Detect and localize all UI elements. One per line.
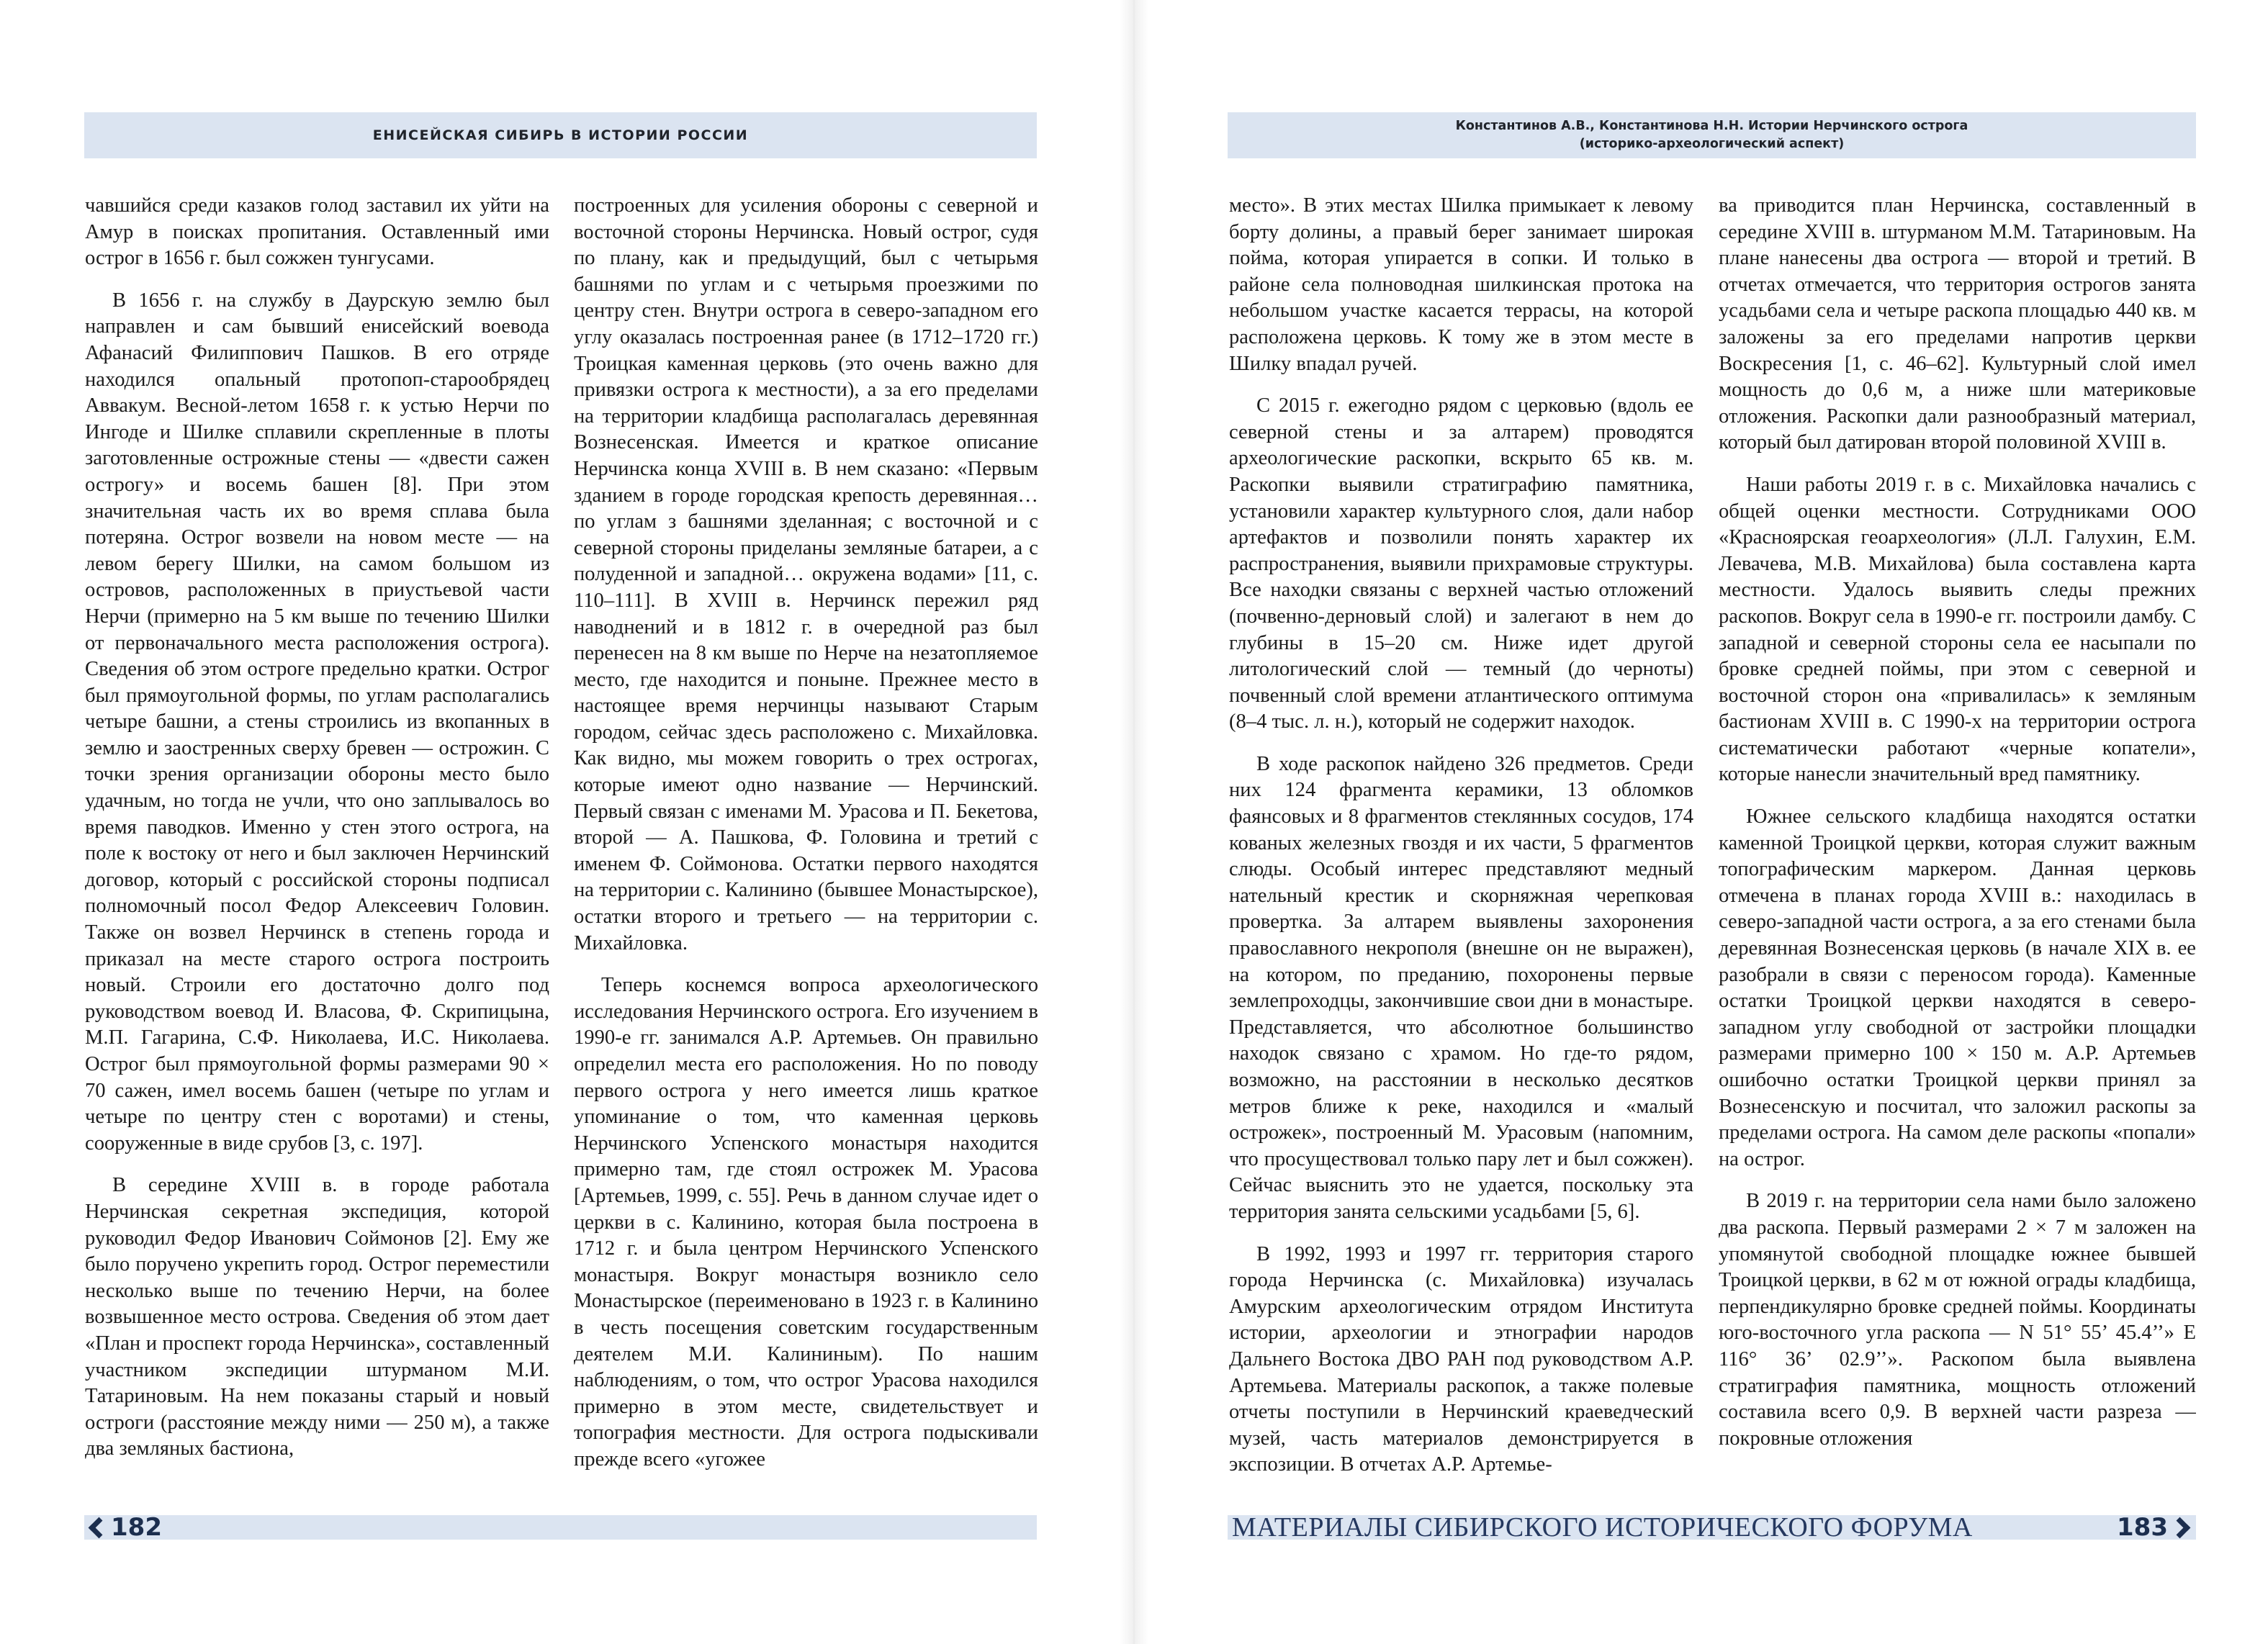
paragraph: место». В этих местах Шилка примыкает к левому борту долины, а правый берег занимает широкая пойма, которая упирается в сопки. И только в районе села полноводная шилкинская протока на небольшом участке касается террасы, на которой расположена церковь. К тому же в этом месте в Шилку впадал ручей. [1229, 194, 1693, 375]
running-header-right [1228, 112, 2196, 158]
page-number-text: 182 [111, 1513, 162, 1542]
page-number-text: 183 [2117, 1513, 2168, 1542]
header-authors-title: Константинов А.В., Константинова Н.Н. Истории Нерчинского острога [1455, 119, 1968, 133]
paragraph: В ходе раскопок найдено 326 предметов. Среди них 124 фрагмента керамики, 13 обломков фаянсовых и 8 фрагментов стеклянных сосудов, 174 кованых железных гвоздя и их части, 5 фрагментов слюды. Особый интерес представляют медный нательный крестик и скорняжная черепковая провертка. За алтарем выявлены захоронения православного некрополя (внешне он не выражен), на котором, по преданию, похоронены первые землепроходцы, закончившие свои дни в монастыре. Представляется, что абсолютное большинство находок связано с храмом. Но где-то рядом, возможно, на расстоянии в несколько десятков метров ближе к реке, находился и «малый острожек», построенный М. Урасовым (напомним, что просуществовал только пару лет и был сожжен). Сейчас выяснить это не удается, поскольку эта территория занята сельскими усадьбами [5, 6]. [1229, 752, 1693, 1223]
chevron-right-icon [2169, 1517, 2191, 1538]
page-number-right [2117, 1513, 2196, 1542]
chevron-left-icon [89, 1517, 110, 1538]
right-page [1134, 0, 2268, 1644]
paragraph: В 2019 г. на территории села нами было заложено два раскопа. Первый размерами 2 × 7 м заложен на упомянутой свободной площадке южнее бывшей Троицкой церкви, в 62 м от южной ограды кладбища, перпендикулярно бровке средней поймы. Координаты юго-восточного угла раскопа — N 51° 55’ 45.4’’» E 116° 36’ 02.9’’». Раскопом была выявлена стратиграфия памятника, мощность отложений составила всего 0,9. В верхней части разреза — покровные отложения [1719, 1190, 2196, 1450]
paragraph: ва приводится план Нерчинска, составленный в середине XVIII в. штурманом М.М. Татариновым. На плане нанесены два острога — второй и третий. В отчетах отмечается, что территория острогов занята усадьбами села и четыре раскопа площадью 440 кв. м заложены за его пределами напротив церкви Воскресения [1, с. 46–62]. Культурный слой имел мощность до 0,6 м, а ниже шли материковые отложения. Раскопки дали разнообразный материал, который был датирован второй половиной XVIII в. [1719, 194, 2196, 454]
paragraph: построенных для усиления обороны с северной и восточной стороны Нерчинска. Новый острог, судя по плану, как и предыдущий, был с четырьмя башнями по углам и с четырьмя проезжими по центру стен. Внутри острога в северо-западном его углу оказалась построенная ранее (в 1712–1720 гг.) Троицкая каменная церковь (это очень важно для привязки острога к местности), а за его пределами на территории кладбища располагалась деревянная Вознесенская. Имеется и краткое описание Нерчинска конца XVIII в. В нем сказано: «Первым зданием в городе городская крепость деревянная… по углам з башнями зделанная; с восточной и с северной стороны приделаны земляные батареи, а с полуденной и западной… окружена водами» [11, с. 110–111]. В XVIII в. Нерчинск пережил ряд наводнений и в 1812 г. в очередной раз был перенесен на 8 км выше по Нерче на незатопляемое место, где находится и поныне. Прежнее место в настоящее время нерчинцы называют Старым городом, сейчас здесь расположено с. Михайловка. Как видно, мы можем говорить о трех острогах, которые имеют одно название — Нерчинский. Первый связан с именами М. Урасова и П. Бекетова, второй — А. Пашкова, Ф. Головина и третий с именем Ф. Соймонова. Остатки первого находятся на территории с. Калинино (бывшее Монастырское), остатки второго и третьего — на территории с. Михайловка. [574, 194, 1038, 954]
page-number-left [84, 1513, 162, 1542]
running-header-left [84, 112, 1037, 158]
journal-title: МАТЕРИАЛЫ СИБИРСКОГО ИСТОРИЧЕСКОГО ФОРУМА [1232, 1512, 1973, 1543]
paragraph: Южнее сельского кладбища находятся остатки каменной Троицкой церкви, которая служит важным топографическим маркером. Данная церковь отмечена в планах города XVIII в.: находилась в северо-западной части острога, а за его стенами была деревянная Вознесенская церковь (в начале XIX в. ее разобрали в связи с переносом города). Каменные остатки Троицкой церкви находятся в северо-западном углу свободной от застройки площадки размерами примерно 100 × 150 м. А.Р. Артемьев ошибочно остатки Троицкой церкви принял за Вознесенскую и посчитал, что заложил раскопы за пределами острога. На самом деле раскопы «попали» на острог. [1719, 805, 2196, 1170]
paragraph: В 1656 г. на службу в Даурскую землю был направлен и сам бывший енисейский воевода Афанасий Филиппович Пашков. В его отряде находился опальный протопоп-старообрядец Аввакум. Весной-летом 1658 г. к устью Нерчи по Ингоде и Шилке сплавили скрепленные в плоты заготовленные острожные стены — «двести сажен острогу» и восемь башен [8]. При этом значительная часть их во время сплава была потеряна. Острог возвели на новом месте — на левом берегу Шилки, на самом большом из островов, расположенных в приустьевой части Нерчи (примерно на 5 км выше по течению Шилки от первоначального места расположения острога). Сведения об этом остроге предельно кратки. Острог был прямоугольной формы, по углам располагались четыре башни, а стены строились из вкопанных в землю и заостренных сверху бревен — острожин. С точки зрения организации обороны место было удачным, но тогда не учли, что оно заплывалось во время паводков. Именно у стен этого острога, на поле к востоку от него и был заключен Нерчинский договор, который с российской стороны подписал полномочный посол Федор Алексеевич Головин. Также он возвел Нерчинск в степень города и приказал на месте старого острога построить новый. Строили его достаточно долго под руководством воевод И. Власова, Ф. Скрипицына, М.П. Гагарина, С.Ф. Николаева, И.С. Николаева. Острог был прямоугольной формы размерами 90 × 70 сажен, имел восемь башен (четыре по углам и четыре по центру стен с воротами) и стены, сооруженные в виде срубов [3, с. 197]. [85, 289, 549, 1155]
left-column-2 [574, 193, 1038, 1489]
paragraph: чавшийся среди казаков голод заставил их уйти на Амур в поисках пропитания. Оставленный ими острог в 1656 г. был сожжен тунгусами. [85, 194, 549, 270]
paragraph: Теперь коснемся вопроса археологического исследования Нерчинского острога. Его изучением в 1990-е гг. занимался А.Р. Артемьев. Он правильно определил места его расположения. Но по поводу первого острога у него имеется лишь краткое упоминание о том, что каменная церковь Нерчинского Успенского монастыря находится примерно там, где стоял острожек М. Урасова [Артемьев, 1999, с. 55]. Речь в данном случае идет о церкви в с. Калинино, которая была построена в 1712 г. и была центром Нерчинского Успенского монастыря. Вокруг монастыря возникло село Монастырское (переименовано в 1923 г. в Калинино в честь посещения советским государственным деятелем М.И. Калининым). По нашим наблюдениям, о том, что острог Урасова находился примерно в этом месте, свидетельствует и топография местности. Для острога подыскивали прежде всего «угожее [574, 974, 1038, 1471]
footer-bar-left [84, 1515, 1037, 1540]
paragraph: В 1992, 1993 и 1997 гг. территория старого города Нерчинска (с. Михайловка) изучалась Амурским археологическим отрядом Института истории, археологии и этнографии народов Дальнего Востока ДВО РАН под руководством А.Р. Артемьева. Материалы раскопок, а также полевые отчеты поступили в Нерчинский краеведческий музей, часть материалов демонстрируется в экспозиции. В отчетах А.Р. Артемье- [1229, 1242, 1693, 1476]
left-column-1 [85, 193, 549, 1489]
footer-bar-right [1228, 1512, 2196, 1543]
paragraph: В середине XVIII в. в городе работала Нерчинская секретная экспедиция, которой руководил Федор Иванович Соймонов [2]. Ему же было поручено укрепить город. Острог переместили несколько выше по течению Нерчи, на более возвышенное место острова. Сведения об этом дает «План и проспект города Нерчинска», составленный участником экспедиции штурманом М.И. Татариновым. На нем показаны старый и новый остроги (расстояние между ними — 250 м), а также два земляных бастиона, [85, 1174, 549, 1460]
paragraph: Наши работы 2019 г. в с. Михайловка начались с общей оценки местности. Сотрудниками ООО «Красноярская геоархеология» (Л.Л. Галухин, Е.М. Левачева, М.В. Михайлова) была составлена карта местности. Удалось выявить следы прежних раскопов. Вокруг села в 1990-е гг. построили дамбу. С западной и северной стороны села ее насыпали по бровке средней поймы, при этом с северной и восточной сторон она «привалилась» к земляным бастионам XVIII в. С 1990-х на территории острога систематически работают «черные копатели», которые нанесли значительный вред памятнику. [1719, 473, 2196, 786]
right-column-2 [1719, 193, 2196, 1489]
header-title: ЕНИСЕЙСКАЯ СИБИРЬ В ИСТОРИИ РОССИИ [372, 127, 749, 143]
right-column-1 [1229, 193, 1693, 1489]
paragraph: С 2015 г. ежегодно рядом с церковью (вдоль ее северной стены и за алтарем) проводятся археологические раскопки, вскрыто 65 кв. м. Раскопки выявили стратиграфию памятника, установили характер культурного слоя, дали набор артефактов и позволили понять характер их распространения, выявили прихрамовые структуры. Все находки связаны с верхней частью отложений (почвенно-дерновый слой) и залегают в нем до глубины в 15–20 см. Ниже идет другой литологический слой — темный (до черноты) почвенный слой времени атлантического оптимума (8–4 тыс. л. н.), который не содержит находок. [1229, 394, 1693, 733]
header-subtitle: (историко-археологический аспект) [1579, 137, 1845, 151]
